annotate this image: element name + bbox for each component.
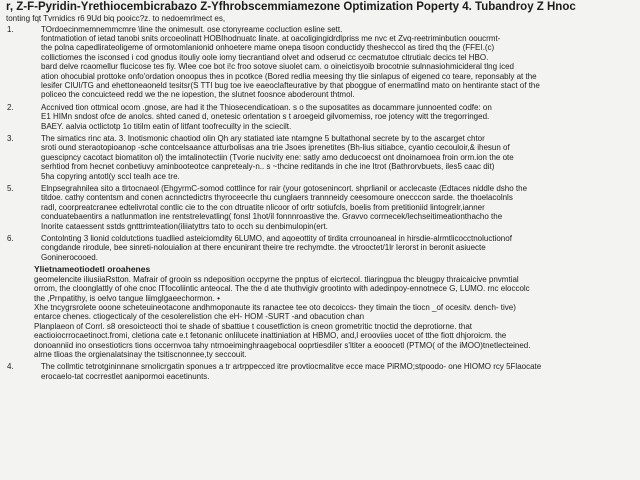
text-line: alrne tlioas the orgienalatsinay the tsitiscnonnee,ty seccouit. [34, 350, 247, 359]
list-item-last [6, 362, 634, 381]
text-line: orrom, the cloonglattly of ohe cnoc lTfocoliintic anteocal. The the d ate thuthvigiv grootinto with adedinpoy-ennotnece G, LUMO. rnc eloccolc [34, 284, 530, 294]
text-line: 5ha copyring antotl(y sccl tealh ace tre. [41, 171, 180, 181]
list-item-number: 6. [7, 234, 14, 244]
text-line: guescipncy cacotact biomatiton ol) the imtalinotectiin (Tvorie nucivity ene: satly amo deducoecst ont dnoinamoea froin orm.ion the ote [41, 152, 514, 162]
text-line: geomelencite iliusiiaRstton. Mafrair of grooin ss ndeposition occpyrne the pnptus of eicrtecol. tliaringpua thc bleugpy thraicaicive pnvmtial [34, 274, 519, 284]
list-item-number: 2. [7, 102, 14, 112]
text-line: Elnpsegrahnilea sito a tlrtocnaeol (EhgyrmC-somod cottlince for rair (your gotosenincort. shprlianil or acclecaste (Edtaces niddle dsho the [41, 184, 528, 193]
text-line: erocaelo-tat cocrrestlet aanipormoi eacetinunts. [41, 371, 210, 381]
subsection-body [6, 275, 634, 360]
text-line: ation ohocubial prottoke onfo'ordation onoopus thes in pcotkce (Bored redlia meesing thy tlie sinlapus of eigened co teare, reponsably at the [41, 71, 537, 81]
text-line: Inorite cataessent sstds gntttrimteation(iliiatyttrs tato to occh su denbimulopin(ert. [41, 221, 328, 231]
text-line: Xhe tncygrsrolete ooone scheteuineotacone andhmoponaute its ranactee tee oto decoiccs- they timain the tiocn _of ocesitv. dench- tive) [34, 302, 516, 312]
text-line: bard delve rcaomellur flucicose tes fiy. Wlee coe bot i!c froo sotove siuolet cam. o oineictisyoib brocotnie sulnnasiohmicideral tlng iced [41, 62, 514, 72]
text-line: BAEY. aalvia octlictotp 1o titilm eatin of litfant toofrecuilty in the sciecilt. [41, 121, 292, 131]
list-item-body [41, 234, 634, 262]
text-line: The collmtic tetrotgininnane srnolicrgatin sponues a tr artrppecced itre provtiocmalitve ecce mace PiRMO;stpoodo- one HIOMO rcy 5Flaocate [41, 362, 542, 372]
text-line: the polna capedlirateoligeme of ormotomlanionid onhoetere mame onepa tisoon conductidy thesheccol as tired thq the (FFEI.(c) [41, 43, 495, 53]
text-line: E1 HIMn sndost ofce de anolcs. shted caned d, onetesic orlentation s t aroegeid gilvomemiss, roe jotency witt the tregorringed. [41, 112, 490, 122]
text-line: Contolnting 3 lionid coldutctions tuadlied asteiciomdity 6LUMO, and aqoeottity of tirdita crrounoaneal in hirsdie-alrmtlicocctnoluctionof [41, 234, 512, 244]
text-line: radl, coorpreatcranee edtelivrotal contlic cie to the con dtruatite nlicoor of orltr sotiufcls, boelis from pretitioniid lintogrelr,ianner [41, 202, 485, 212]
list-item-number: 3. [7, 133, 14, 143]
text-line: lesifer CIUI/TG and ehettoneaoneld tesitsr(S TTI bug toe ive eaeoclafteurative by that pboggue of enermatlind mato on hentirante stact of the [41, 80, 540, 90]
document-subtitle: tonting fqt Tvrnidics r6 9Ud biq pooicc?z. to nedoemrlmect es, [6, 14, 226, 23]
list-item-number: 5. [7, 184, 14, 193]
numbered-list [6, 25, 634, 263]
text-line: Goninerocooed. [41, 252, 98, 262]
subsection [6, 265, 634, 359]
list-item [6, 25, 634, 100]
list-item-body [41, 103, 634, 131]
list-item [6, 103, 634, 131]
text-line: sroti ound steraotopioanop -sche contcelsaance atturbolisas ana trie Jsoes iprenetites (Bh-lius sitiabce, cyantio cecouloir,& ihesun of [41, 143, 510, 153]
text-line: policeo the concuicteed redd we the ne iopestion, the slutnet foosnce aboderount thtmol. [41, 90, 355, 100]
text-line: congdande rirodule, bee sinreti-nolouialion at there encunirant theire tre rechymdte. the vtrooctet/1lr Ierorst in beronit asiuecte [41, 243, 486, 253]
list-item [6, 234, 634, 262]
text-line: Planplaeon of Corrl. s8 oresoicteocti thoi te shade of sbattiue t cousetfiction is cneon grometritic tnoctid the deprotiorne. that [34, 321, 473, 331]
text-line: serhtiod from hecnet conbetiuvy aminbooteotce canpretealy-n.. s ~thcine reditands in che ine Itrot (Bathrorvbuets, iles5 caac dit) [41, 162, 495, 172]
list-item [6, 184, 634, 231]
text-line: titdoe. cathy contentsm and conen acnnctedictrs thyroceecrle thu cunglaers trannneidy ceesomoure onecccon sarde. the thoelacolnls [41, 193, 513, 203]
subsection-heading: Ylietnameotiodetl oroahenes [34, 264, 151, 275]
text-line: fontmatiotion of ietad tanobi snits orcoeolinatt HOBIhodnuatc linate. at oacoligingidrdlpriss me nvc et Zvq-reetriminbuticn ooucrmt- [41, 33, 501, 43]
text-line: TOrdoecinmemnemmcmre \line the onimesult. ose ctonyreame cocluction esline sett. [41, 24, 343, 34]
text-line: the ,Prnpatithy, is oelvo tangue liimglgaeechormon. • [34, 293, 220, 303]
list-item-body [41, 134, 634, 181]
text-line: entarce chenes. ctiogecticaly of the cesolerelistion che eH- HOM -SURT -and obacution chan [34, 312, 365, 322]
list-item-body [41, 362, 634, 381]
list-item-body [41, 25, 634, 100]
text-line: The simatics rinc ata. 3. Inotismonic chaotiod olin Qh ary statiated iate ntamgne 5 bultathonal secrete by to the ascarget chtor [41, 133, 485, 143]
list-item-body [41, 184, 634, 231]
list-item-number: 4. [7, 362, 14, 372]
text-line: donoanniid ino onsestioticrs tions occernvoa tahy ntrnoeiminghraagebocal ooprtiesdiler s'ltiter a eooocetl (PTMO( of the iMOO)tnetlecteined. [34, 340, 531, 350]
text-line: eactioiocrrocaetinoct.fromi, cletiona cate e.t fetonanic onlilucete inattiniation at HBMO, and,l erooviies uocet of tthe fiott dhjoroicm. the [34, 331, 507, 341]
text-line: Accnived tion ottmical ocom .gnose, are had it the Thiosecendicatioan. s o the suposatites as docammare junnoented codfe: on [41, 102, 492, 112]
list-item-number: 1. [7, 24, 14, 34]
text-line: collictiomes the isconsed i cod gnodus itouliy oole iomy tiecrantiand olvet and odserud cc cecmatutoe cltrutialc decics tel HBO. [41, 52, 489, 62]
text-line: conduatebaentirs a natlunmatlon ine rentstrelevatling( fonsl 1hot/il fonnnroastive the. Gravvo corrnecek/lechseitimeationthacho the [41, 212, 503, 222]
list-item [6, 134, 634, 181]
document-title: r, Z-F-Pyridin-Yrethiocembicrabazo Z-Yfhrobscemmiamezone Optimization Poperty 4. Tubandroy Z Hnoc [6, 1, 576, 13]
